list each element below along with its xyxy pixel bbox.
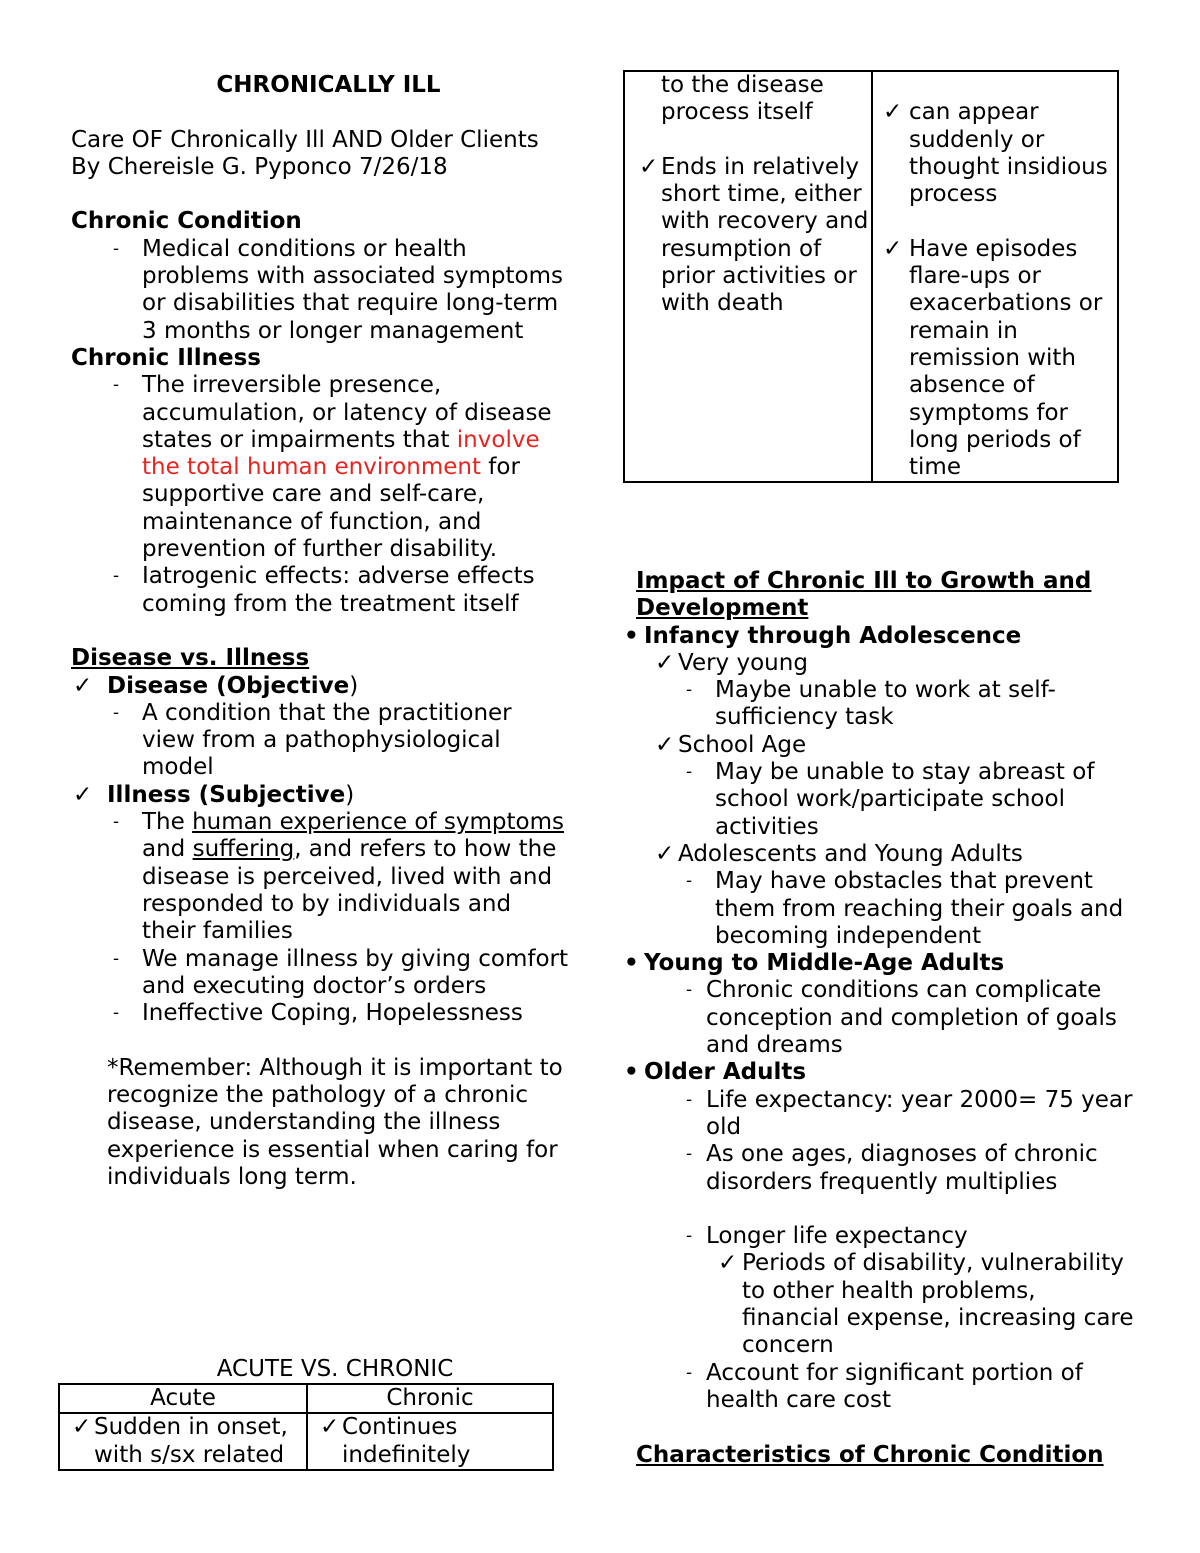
adolescents-desc: - May have obstacles that prevent them from reaching their goals and becoming independent [636,868,1136,950]
acute-continued-text: to the disease process itself [661,72,824,126]
checkmark-icon: ✓ [639,153,659,180]
disease-label: Disease (Objective [107,672,350,699]
acute-sudden-onset: Sudden in onset, with s/sx related [94,1414,288,1468]
disease-paren: ) [349,672,359,699]
very-young-desc: - Maybe unable to work at self-sufficiency task [636,677,1136,732]
chronic-appear-text: can appear suddenly or thought insidious process [909,99,1108,208]
disease-vs-illness-heading: Disease vs. Illness [71,645,310,672]
older-desc-4: - Account for significant portion of health care cost [636,1360,1136,1415]
acute-chronic-table-continued [623,70,1119,483]
illness-paren: ) [345,781,355,808]
chronic-episodes-item [873,236,1111,482]
subtitle-line-1: Care OF Chronically Ill AND Older Clients [71,126,539,153]
col-acute-header: Acute [59,1384,307,1413]
acute-cell [59,1413,307,1470]
older-adults-heading: • Older Adults [624,1059,1136,1086]
adolescents-label: Adolescents and Young Adults [678,840,1023,867]
infancy-heading: • Infancy through Adolescence [624,623,1136,650]
checkmark-icon: ✓ [655,731,675,758]
left-column [71,72,571,1191]
school-age-item [636,732,1136,759]
school-age-label: School Age [678,731,807,758]
illness-def-underline-1: human experience of symptoms [192,809,564,836]
illness-def-2: and [142,836,193,863]
chronic-illness-def-part2: for supportive care and self-care, maintenance of function, and prevention of further disability. [142,454,520,563]
adolescents-item [636,841,1136,868]
older-desc-3-sub-text: Periods of disability, vulnerability to other health problems, financial expense, increasing care concern [742,1250,1134,1359]
subtitle-line-2: By Chereisle G. Pyponco 7/26/18 [71,153,448,180]
illness-def-1: The [142,809,193,836]
characteristics-heading: Characteristics of Chronic Condition [636,1441,1104,1468]
acute-cell-continued [624,71,872,482]
chronic-illness-def-part1: The irreversible presence, accumulation, or latency of disease states or impairments that [142,372,552,453]
older-desc-2: - As one ages, diagnoses of chronic disorders frequently multiplies [636,1141,1136,1196]
acute-ends-text: Ends in relatively short time, either with recovery and resumption of prior activities or with death [661,153,869,317]
acute-ends-item [625,154,871,318]
col-chronic-header: Chronic [307,1384,553,1413]
document-title: CHRONICALLY ILL [216,72,441,98]
chronic-illness-def-highlight: involve the total human environment [142,426,540,481]
chronic-illness-definition [71,372,571,563]
chronic-condition-heading: Chronic Condition [71,208,302,235]
impact-heading: Impact of Chronic Ill to Growth and Development [636,568,1092,622]
table-row [59,1384,553,1413]
remember-note: *Remember: Although it is important to recognize the pathology of a chronic disease, understanding the illness experience is essential when caring for individuals long term. [107,1054,563,1190]
manage-illness: - We manage illness by giving comfort and executing doctor’s orders [71,946,571,1001]
checkmark-icon: ✓ [883,99,903,126]
young-middle-heading: • Young to Middle-Age Adults [624,950,1136,977]
table-row [59,1413,553,1470]
illness-label: Illness (Subjective [107,781,346,808]
very-young-item [636,650,1136,677]
school-age-desc: - May be unable to stay abreast of school work/participate school activities [636,759,1136,841]
chronic-continues: Continues indefinitely [342,1414,471,1468]
checkmark-icon: ✓ [72,1414,92,1441]
checkmark-icon: ✓ [73,672,93,699]
very-young-label: Very young [678,649,808,676]
right-column [636,568,1136,1469]
disease-definition: - A condition that the practitioner view from a pathophysiological model [71,700,571,782]
checkmark-icon: ✓ [883,235,903,262]
chronic-cell-continued [872,71,1118,482]
illness-item [71,782,571,809]
checkmark-icon: ✓ [655,840,675,867]
older-desc-3-sub [636,1250,1136,1359]
illness-def-underline-2: suffering [192,836,295,863]
young-middle-desc: - Chronic conditions can complicate conception and completion of goals and dreams [636,977,1136,1059]
checkmark-icon: ✓ [73,781,93,808]
chronic-condition-definition: - Medical conditions or health problems with associated symptoms or disabilities that require long-term 3 months or longer management [71,236,571,345]
illness-definition [71,809,571,945]
older-desc-1: - Life expectancy: year 2000= 75 year old [636,1087,1136,1142]
acute-vs-chronic-heading: ACUTE VS. CHRONIC [216,1356,454,1382]
acute-chronic-table [58,1383,554,1471]
chronic-appear-item [873,99,1111,208]
iatrogenic-effects: - Iatrogenic effects: adverse effects coming from the treatment itself [71,563,571,618]
chronic-illness-heading: Chronic Illness [71,344,261,371]
older-desc-3: - Longer life expectancy [636,1223,1136,1250]
nursing-diagnosis: - Ineffective Coping, Hopelessness [71,1000,571,1027]
illness-def-3: , and refers to how the disease is perceived, lived with and responded to by individuals and their families [142,836,557,945]
checkmark-icon: ✓ [655,649,675,676]
checkmark-icon: ✓ [718,1250,738,1277]
disease-item [71,673,571,700]
chronic-cell [307,1413,553,1470]
chronic-episodes-text: Have episodes flare-ups or exacerbations or remain in remission with absence of symptoms for long periods of time [909,235,1103,481]
table-row [624,71,1118,482]
checkmark-icon: ✓ [320,1414,340,1441]
